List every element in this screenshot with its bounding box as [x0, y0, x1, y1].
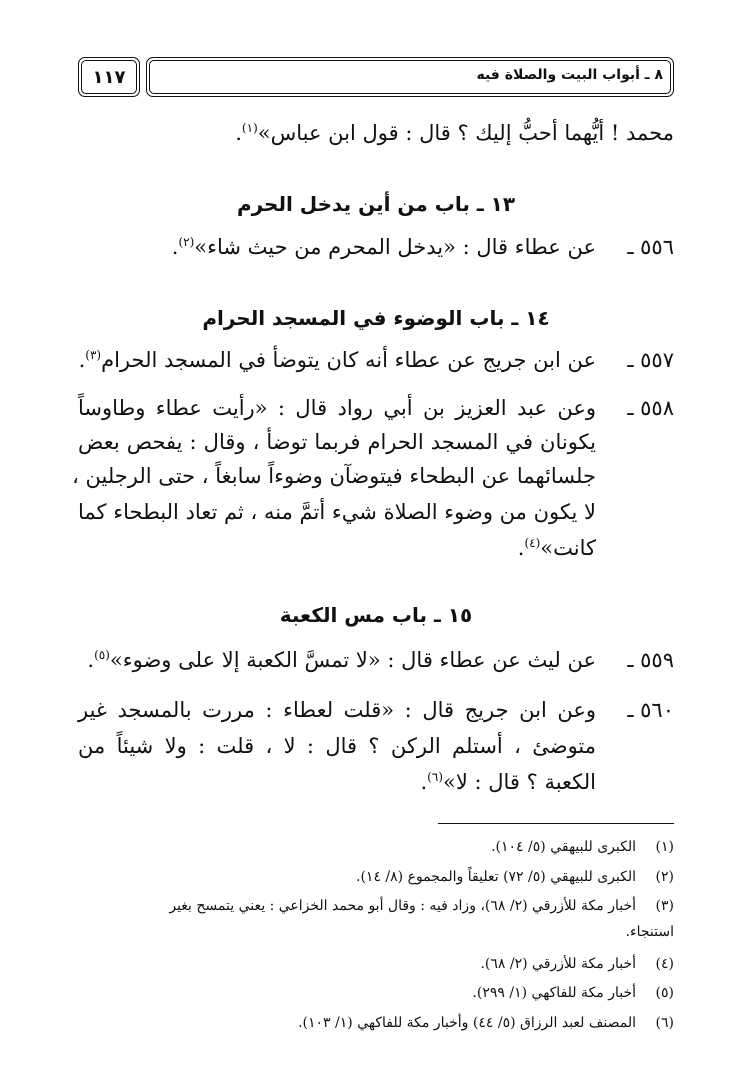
footnote-ref: (١): [241, 121, 258, 135]
footnote-2: (٢)الكبرى للبيهقي (٥/ ٧٢) تعليقاً والمجموع (٨/ ١٤).: [356, 869, 674, 885]
page-number: ١١٧: [92, 67, 126, 88]
hadith-text: عن ليث عن عطاء قال : «لا تمسَّ الكعبة إلا على وضوء»$^{(٥)}$.: [87, 648, 596, 672]
footnote-4: (٤)أخبار مكة للأزرقي (٢/ ٦٨).: [480, 956, 674, 972]
footnote-3-continued: استنجاء.: [625, 924, 674, 940]
hadith-number: ٥٦٠ ـ: [627, 698, 674, 722]
footnote-6: (٦)المصنف لعبد الرزاق (٥/ ٤٤) وأخبار مكة للفاكهي (١/ ١٠٣).: [298, 1015, 674, 1031]
hadith-line: وعن عبد العزيز بن أبي رواد قال : «رأيت عطاء وطاوساً: [78, 396, 596, 420]
hadith-line: وعن ابن جريج قال : «قلت لعطاء : مررت بالمسجد غير: [78, 698, 596, 722]
hadith-number: ٥٥٧ ـ: [627, 348, 674, 372]
hadith-text: عن عطاء قال : «يدخل المحرم من حيث شاء»$^{(٢)}$.: [171, 235, 596, 259]
hadith-line: متوضئ ، أستلم الركن ؟ قال : لا ، قلت : ولا شيئاً من: [78, 734, 596, 758]
footnote-divider: [438, 823, 674, 824]
section-heading-13: ١٣ ـ باب من أين يدخل الحرم: [236, 192, 516, 216]
running-title: ٨ ـ أبواب البيت والصلاة فيه: [476, 67, 663, 83]
hadith-line: لا يكون من وضوء الصلاة شيء أتمَّ منه ، ثم تعاد البطحاء كما: [78, 500, 596, 524]
section-heading-15: ١٥ ـ باب مس الكعبة: [279, 603, 473, 627]
hadith-text: عن ابن جريج عن عطاء أنه كان يتوضأ في المسجد الحرام$^{(٣)}$.: [78, 348, 596, 372]
hadith-number: ٥٥٦ ـ: [627, 235, 674, 259]
hadith-number: ٥٥٨ ـ: [627, 396, 674, 420]
footnote-ref: (٤): [524, 536, 541, 550]
intro-line: محمد ! أيُّهما أحبُّ إليك ؟ قال : قول ابن عباس»$^{(١)}$.: [235, 121, 674, 145]
hadith-line: جلسائهما عن البطحاء فيتوضآن وضوءاً سابغاً ، حتى الرجلين ،: [72, 464, 596, 488]
hadith-number: ٥٥٩ ـ: [627, 648, 674, 672]
footnote-ref: (٦): [427, 770, 443, 784]
hadith-line: كانت»$^{(٤)}$.: [517, 536, 596, 560]
footnote-3: (٣)أخبار مكة للأزرقي (٢/ ٦٨)، وزاد فيه : وقال أبو محمد الخزاعي : يعني يتمسح بغير: [169, 898, 674, 914]
section-heading-14: ١٤ ـ باب الوضوء في المسجد الحرام: [202, 306, 550, 330]
footnote-5: (٥)أخبار مكة للفاكهي (١/ ٢٩٩).: [472, 985, 674, 1001]
hadith-line: الكعبة ؟ قال : لا»$^{(٦)}$.: [420, 770, 596, 794]
footnote-ref: (٢): [178, 235, 195, 249]
hadith-line: يكونان في المسجد الحرام فربما توضأ ، وقال : يفحص بعض: [78, 430, 596, 454]
footnote-ref: (٣): [85, 348, 102, 362]
footnote-ref: (٥): [94, 648, 110, 662]
footnote-1: (١)الكبرى للبيهقي (٥/ ١٠٤).: [491, 839, 674, 855]
